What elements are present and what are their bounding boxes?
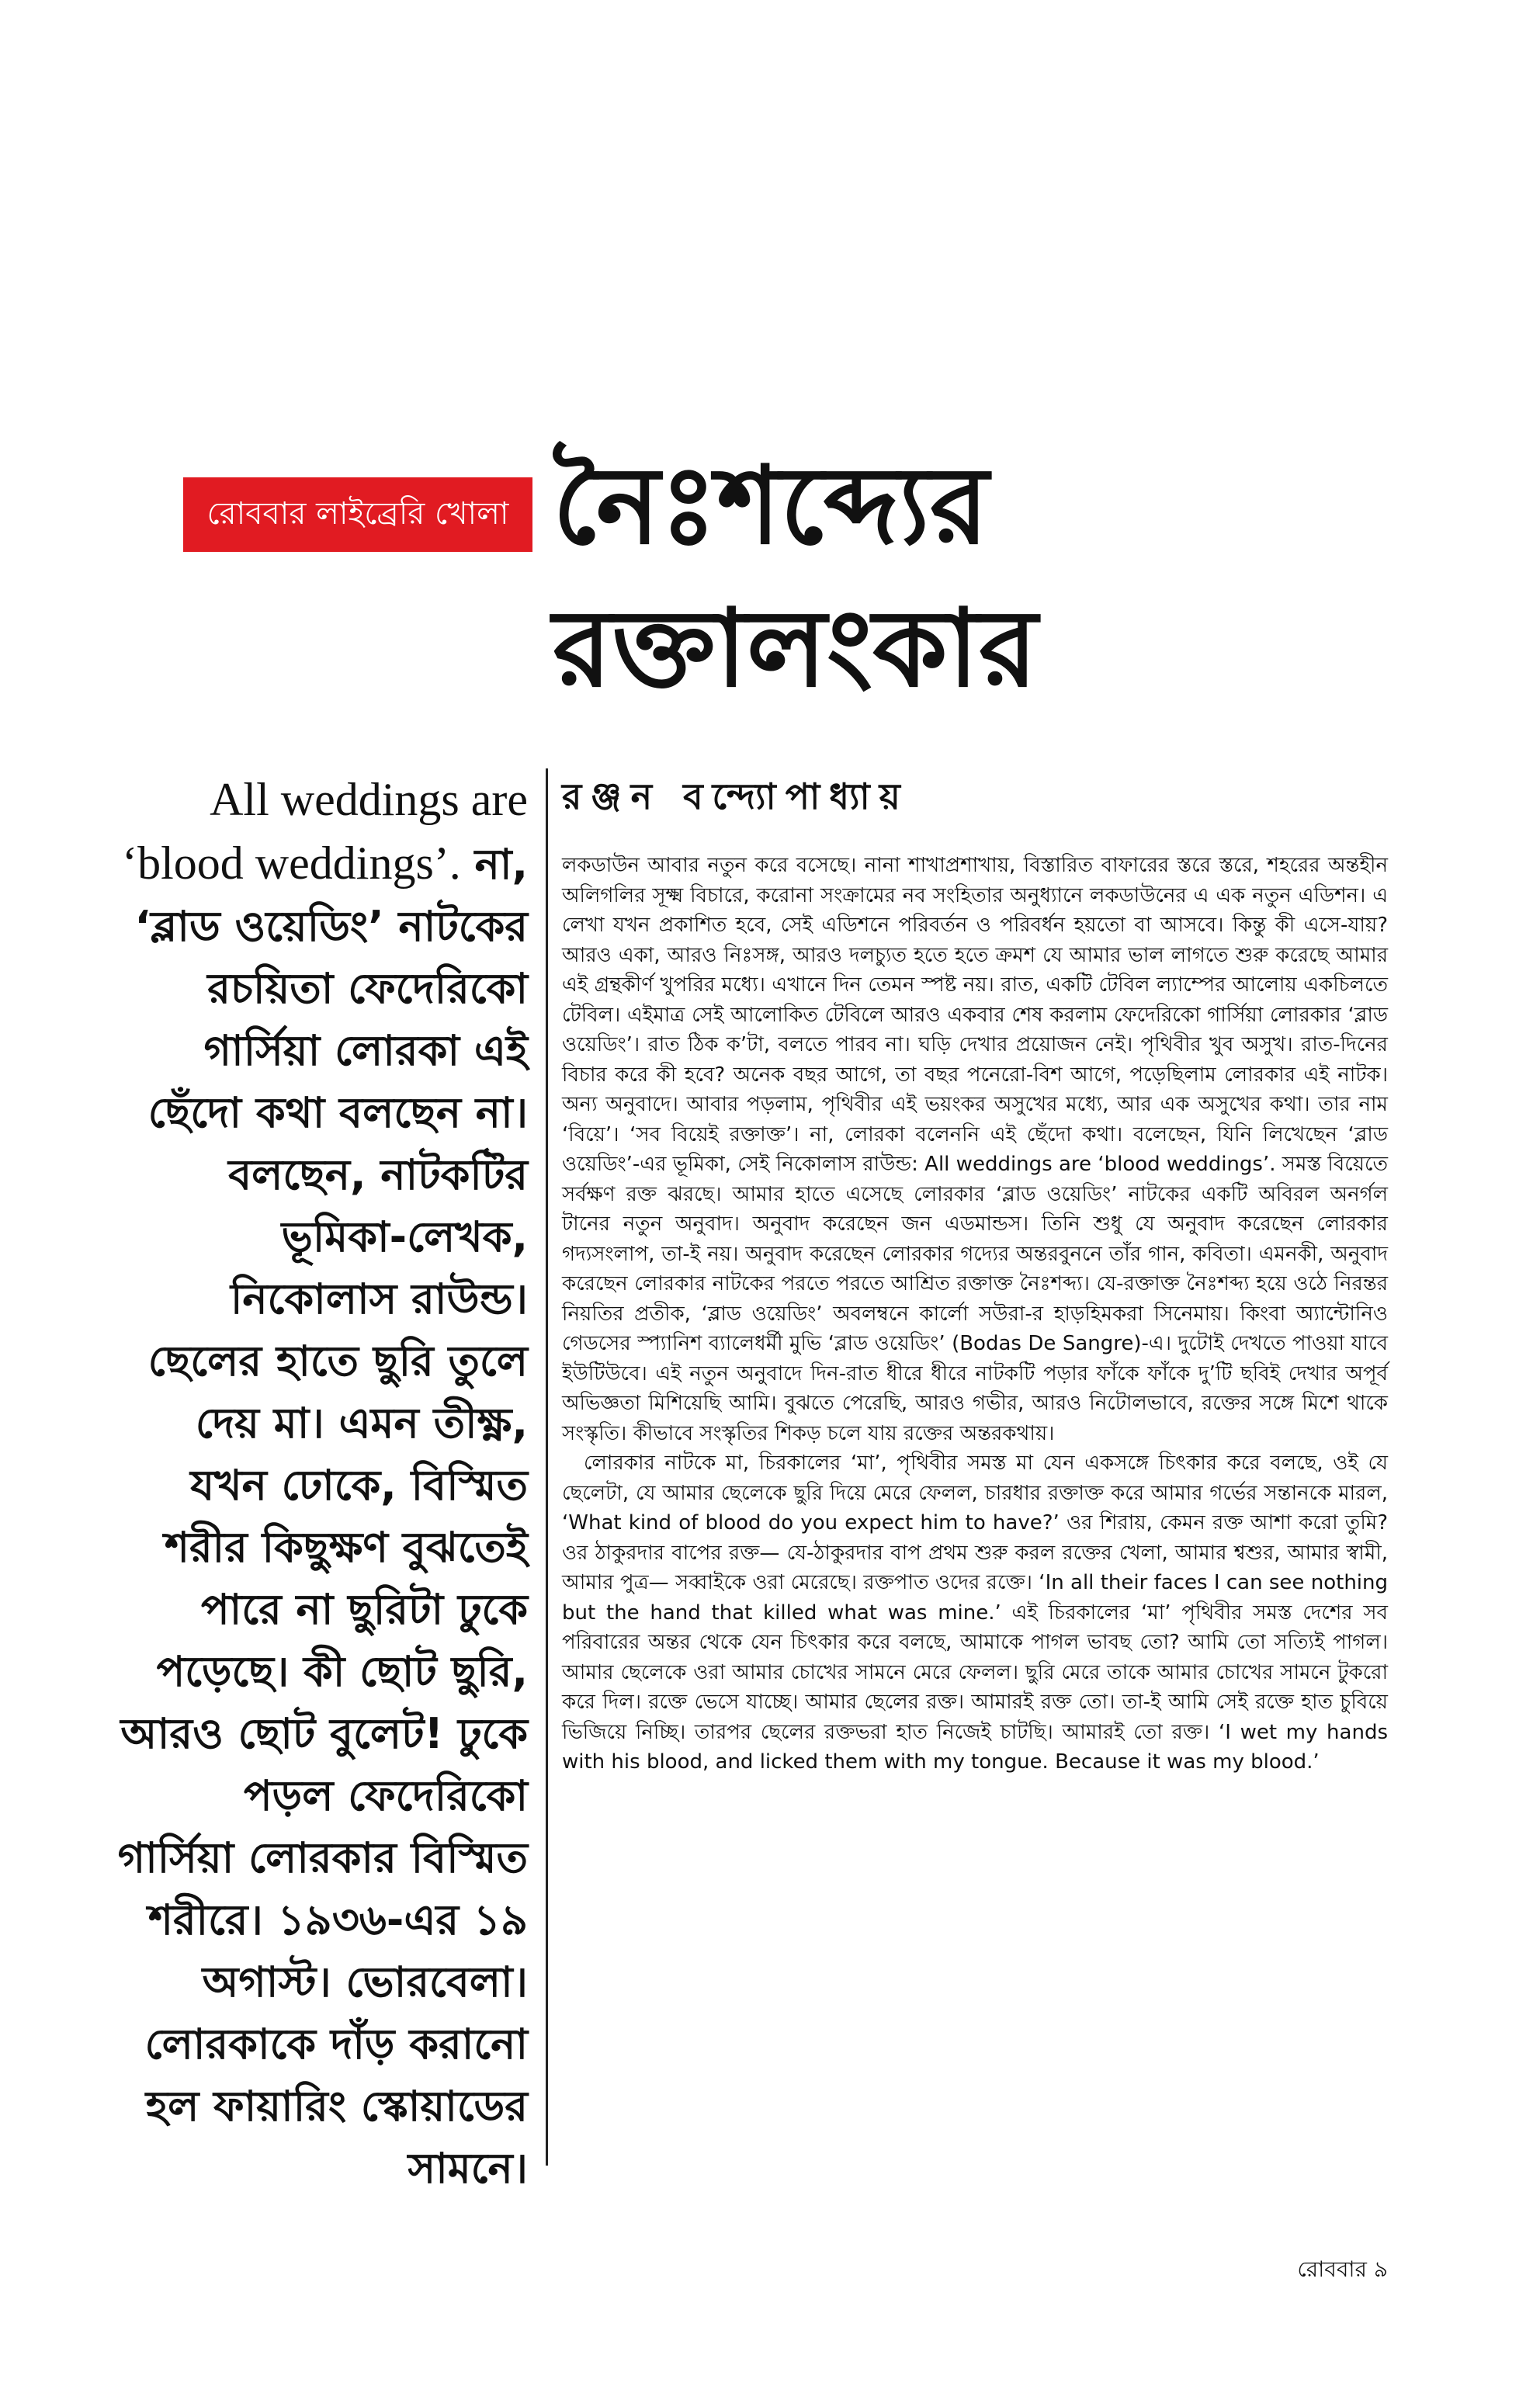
body-paragraph-1: লকডাউন আবার নতুন করে বসেছে। নানা শাখাপ্রশাখায়, বিস্তারিত বাফারের স্তরে স্তরে, শহরের অন্তহীন অলিগলির সূক্ষ্ম বিচারে, করোনা সংক্রামের নব সংহিতার অনুধ্যানে লকডাউনের এ এক নতুন এডিশন। এ লেখা যখন প্রকাশিত হবে, সেই এডিশনে পরিবর্তন ও পরিবর্ধন হয়তো বা আসবে। কিন্তু কী এসে-যায়? আরও একা, আরও নিঃসঙ্গ, আরও দলচ্যুত হতে হতে ক্রমশ যে আমার ভাল লাগতে শুরু করেছে আমার এই গ্রন্থকীর্ণ খুপরির মধ্যে। এখানে দিন তেমন স্পষ্ট নয়। রাত, একটি টেবিল ল্যাম্পের আলোয় একচিলতে টেবিল। এইমাত্র সেই আলোকিত টেবিলে আরও একবার শেষ করলাম ফেদেরিকো গার্সিয়া লোরকার ‘ব্লাড ওয়েডিং’। রাত ঠিক ক’টা, বলতে পারব না। ঘড়ি দেখার প্রয়োজন নেই। পৃথিবীর খুব অসুখ। রাত-দিনের বিচার করে কী হবে? অনেক বছর আগে, তা বছর পনেরো-বিশ আগে, পড়েছিলাম লোরকার এই নাটক। অন্য অনুবাদে। আবার পড়লাম, পৃথিবীর এই ভয়ংকর অসুখের মধ্যে, আর এক অসুখের কথা। তার নাম ‘বিয়ে’। ‘সব বিয়েই রক্তাক্ত’। না, লোরকা বলেননি এই ছেঁদো কথা। বলেছেন, যিনি লিখেছেন ‘ব্লাড ওয়েডিং’-এর ভূমিকা, সেই নিকোলাস রাউন্ড: All weddings are ‘blood weddings’. সমস্ত বিয়েতে সর্বক্ষণ রক্ত ঝরছে। আমার হাতে এসেছে লোরকার ‘ব্লাড ওয়েডিং’ নাটকের একটি অবিরল অনর্গল টানের নতুন অনুবাদ। অনুবাদ করেছেন জন এডমান্ডস। তিনি শুধু যে অনুবাদ করেছেন লোরকার গদ্যসংলাপ, তা-ই নয়। অনুবাদ করেছেন লোরকার গদ্যের অন্তরবুননে তাঁর গান, কবিতা। এমনকী, অনুবাদ করেছেন লোরকার নাটকের পরতে পরতে আশ্রিত রক্তাক্ত নৈঃশব্দ্য। যে-রক্তাক্ত নৈঃশব্দ্য হয়ে ওঠে নিরন্তর নিয়তির প্রতীক, ‘ব্লাড ওয়েডিং’ অবলম্বনে কার্লো সউরা-র হাড়হিমকরা সিনেমায়। কিংবা অ্যান্টোনিও গেডসের স্প্যানিশ ব্যালেধর্মী মুভি ‘ব্লাড ওয়েডিং’ (Bodas De Sangre)-এ। দুটোই দেখতে পাওয়া যাবে ইউটিউবে। এই নতুন অনুবাদে দিন-রাত ধীরে ধীরে নাটকটি পড়ার ফাঁকে ফাঁকে দু’টি ছবিই দেখার অপূর্ব অভিজ্ঞতা মিশিয়েছি আমি। বুঝতে পেরেছি, আরও গভীর, আরও নিটোলভাবে, রক্তের সঙ্গে মিশে থাকে সংস্কৃতি। কীভাবে সংস্কৃতির শিকড় চলে যায় রক্তের অন্তরকথায়। <box>562 854 1388 1445</box>
pull-quote-english: All weddings are ‘blood weddings’. <box>122 774 528 889</box>
title-line-1: নৈঃশব্দ্যের <box>553 443 989 568</box>
page-footer: রোববার ৯ <box>1297 2256 1388 2282</box>
section-tag: রোববার লাইব্রেরি খোলা <box>183 477 532 552</box>
pull-quote <box>116 768 528 2200</box>
title-line-2: রক্তালংকার <box>553 586 1038 711</box>
article-title <box>553 435 1143 720</box>
article-body <box>562 851 1388 1777</box>
column-divider <box>546 768 548 2166</box>
body-paragraph-2: লোরকার নাটকে মা, চিরকালের ‘মা’, পৃথিবীর সমস্ত মা যেন একসঙ্গে চিৎকার করে বলছে, ওই যে ছেলেটা, যে আমার ছেলেকে ছুরি দিয়ে মেরে ফেলল, চারধার রক্তাক্ত করে আমার গর্ভের সন্তানকে মারল, ‘What kind of blood do you expect him to have?’ ওর শিরায়, কেমন রক্ত আশা করো তুমি? ওর ঠাকুরদার বাপের রক্ত— যে-ঠাকুরদার বাপ প্রথম শুরু করল রক্তের খেলা, আমার শ্বশুর, আমার স্বামী, আমার পুত্র— সব্বাইকে ওরা মেরেছে। রক্তপাত ওদের রক্তে। ‘In all their faces I can see nothing but the hand that killed what was mine.’ এই চিরকালের ‘মা’ পৃথিবীর সমস্ত দেশের সব পরিবারের অন্তর থেকে যেন চিৎকার করে বলছে, আমাকে পাগল ভাবছ তো? আমি তো সত্যিই পাগল। আমার ছেলেকে ওরা আমার চোখের সামনে মেরে ফেলল। ছুরি মেরে তাকে আমার চোখের সামনে টুকরো করে দিল। রক্তে ভেসে যাচ্ছে। আমার ছেলের রক্ত। আমারই রক্ত তো। তা-ই আমি সেই রক্তে হাত চুবিয়ে ভিজিয়ে নিচ্ছি। তারপর ছেলের রক্তভরা হাত নিজেই চাটছি। আমারই তো রক্ত। ‘I wet my hands with his blood, and licked them with my tongue. Because it was my blood.’ <box>562 1451 1388 1774</box>
author-byline: রঞ্জন বন্দ্যোপাধ্যায় <box>562 775 910 817</box>
pull-quote-bengali: না, ‘ব্লাড ওয়েডিং’ নাটকের রচয়িতা ফেদেরিকো গার্সিয়া লোরকা এই ছেঁদো কথা বলছেন না। বলছেন, নাটকটির ভূমিকা-লেখক, নিকোলাস রাউন্ড। ছেলের হাতে ছুরি তুলে দেয় মা। এমন তীক্ষ্ণ, যখন ঢোকে, বিস্মিত শরীর কিছুক্ষণ বুঝতেই পারে না ছুরিটা ঢুকে পড়েছে। কী ছোট ছুরি, আরও ছোট বুলেট! ঢুকে পড়ল ফেদেরিকো গার্সিয়া লোরকার বিস্মিত শরীরে। ১৯৩৬-এর ১৯ অগাস্ট। ভোরবেলা। লোরকাকে দাঁড় করানো হল ফায়ারিং স্কোয়াডের সামনে। <box>117 840 528 2193</box>
